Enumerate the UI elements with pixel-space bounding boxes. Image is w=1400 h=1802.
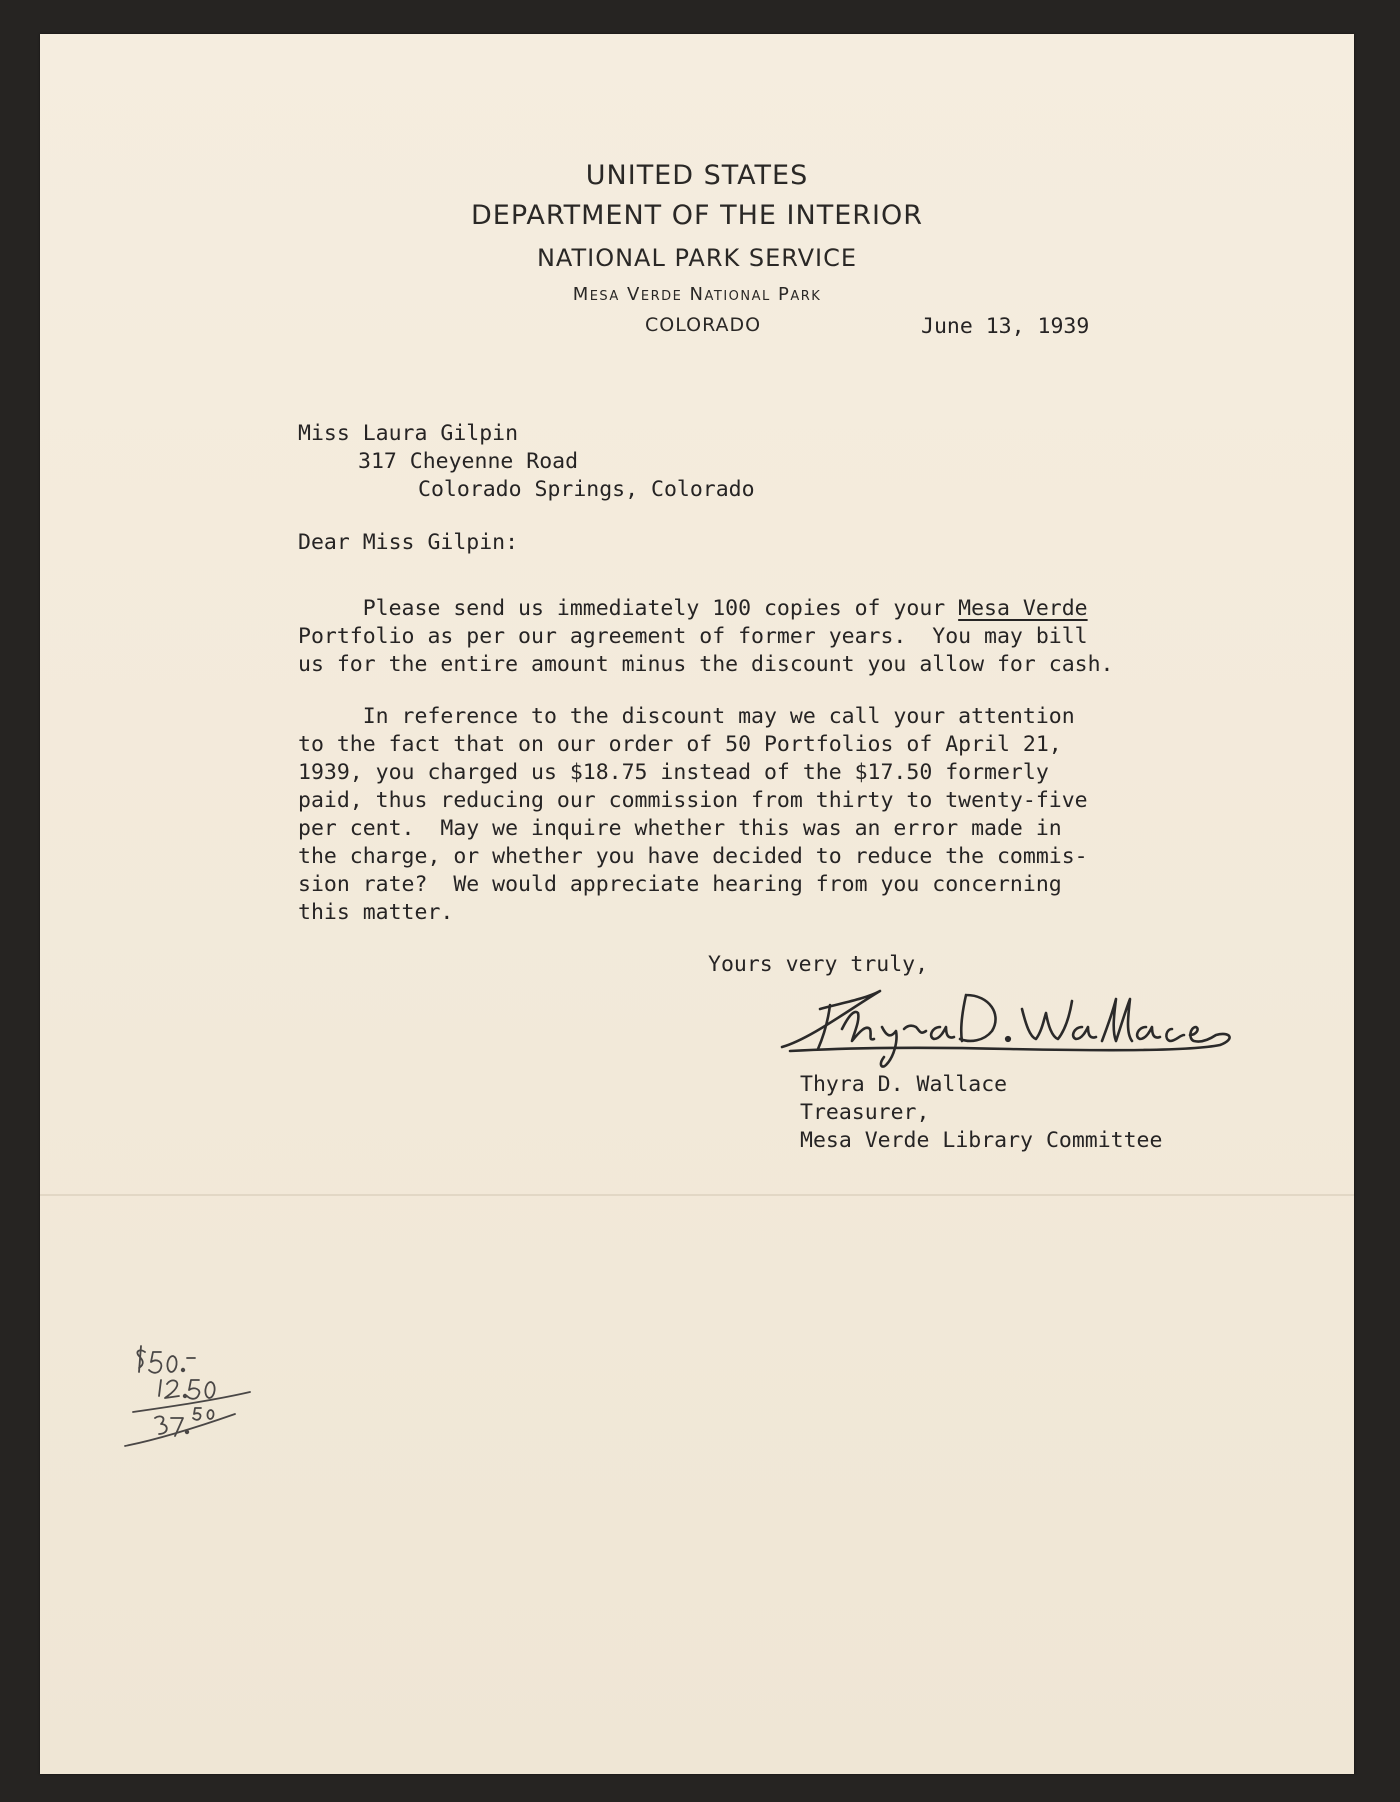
signer-title: Treasurer,	[800, 1100, 930, 1125]
paragraph-1	[298, 595, 1113, 679]
paragraph-1-line-2: Portfolio as per our agreement of former years. You may bill	[298, 624, 1088, 649]
paragraph-2-line: per cent. May we inquire whether this was an error made in	[298, 816, 1062, 841]
paragraph-2-line: sion rate? We would appreciate hearing from you concerning	[298, 872, 1062, 897]
letterhead-line-5: COLORADO	[645, 314, 762, 336]
letter-page	[40, 34, 1354, 1774]
closing: Yours very truly,	[708, 952, 929, 977]
underlined-title: Mesa Verde	[958, 596, 1088, 621]
paragraph-1-line-1: Please send us immediately 100 copies of your	[298, 596, 959, 621]
paragraph-2-line: In reference to the discount may we call your attention	[298, 704, 1075, 729]
salutation: Dear Miss Gilpin:	[298, 530, 519, 555]
paragraph-2-line: paid, thus reducing our commission from thirty to twenty-five	[298, 788, 1088, 813]
letterhead-line-3: NATIONAL PARK SERVICE	[536, 244, 858, 272]
letter-date: June 13, 1939	[921, 314, 1090, 339]
signer-organization: Mesa Verde Library Committee	[800, 1128, 1163, 1153]
letterhead-line-4: Mesa Verde National Park	[572, 284, 822, 305]
recipient-name: Miss Laura Gilpin	[298, 421, 519, 446]
letterhead-line-1: UNITED STATES	[585, 160, 809, 191]
letterhead-line-2: DEPARTMENT OF THE INTERIOR	[470, 200, 924, 231]
handwritten-margin-calculation	[115, 1334, 295, 1454]
fold-line	[40, 1194, 1354, 1196]
paragraph-2-line: the charge, or whether you have decided to reduce the commis-	[298, 844, 1088, 869]
paragraph-2-line: this matter.	[298, 900, 454, 925]
recipient-street: 317 Cheyenne Road	[358, 449, 579, 474]
signature-block	[800, 1071, 1162, 1155]
paragraph-2	[298, 703, 1088, 927]
recipient-city: Colorado Springs, Colorado	[418, 477, 755, 502]
paragraph-1-line-3: us for the entire amount minus the discount you allow for cash.	[298, 652, 1114, 677]
paragraph-2-line: 1939, you charged us $18.75 instead of the $17.50 formerly	[298, 760, 1049, 785]
handwritten-signature	[770, 969, 1240, 1079]
signer-name: Thyra D. Wallace	[800, 1072, 1008, 1097]
paragraph-2-line: to the fact that on our order of 50 Portfolios of April 21,	[298, 732, 1062, 757]
